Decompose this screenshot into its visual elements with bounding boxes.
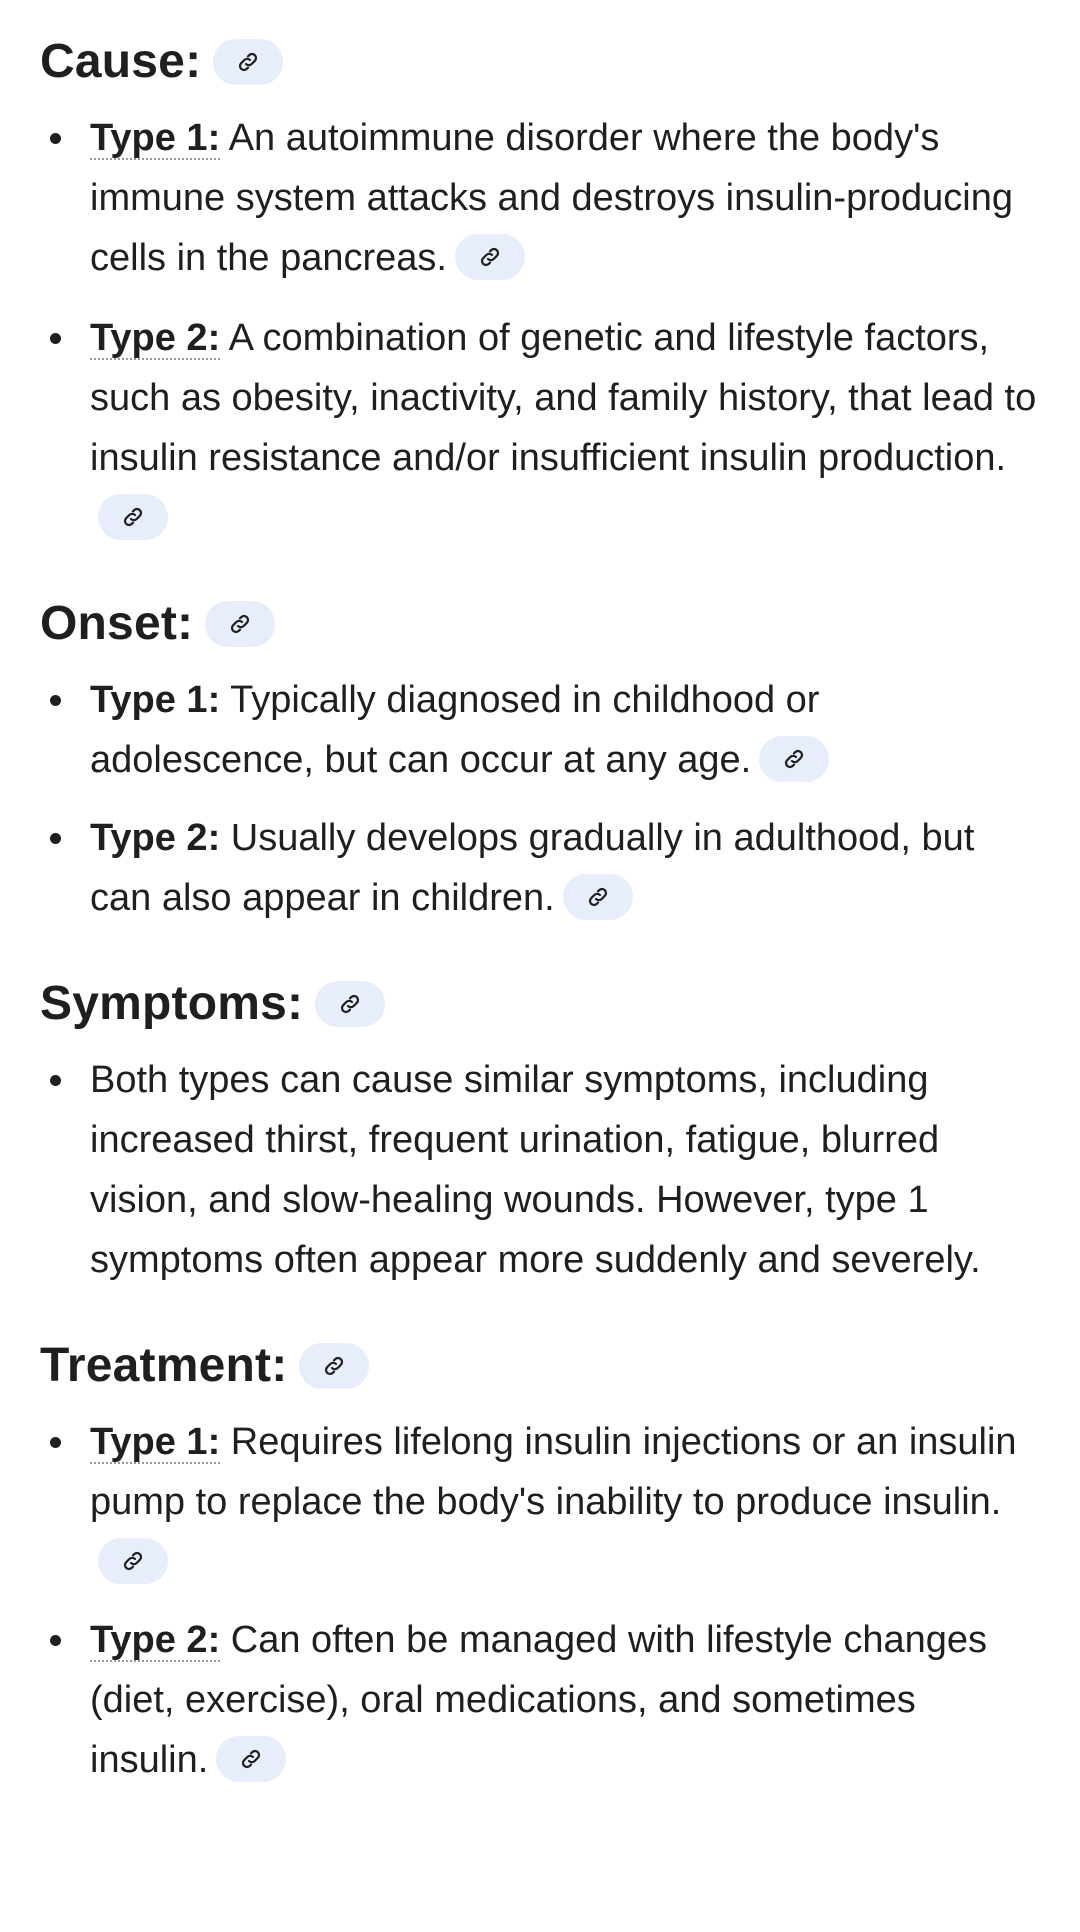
source-link-chip[interactable] (98, 1538, 168, 1584)
link-icon (228, 612, 252, 636)
link-icon (586, 885, 610, 909)
link-icon (236, 50, 260, 74)
item-text: Both types can cause similar symptoms, including increased thirst, frequent urination, fatigue, blurred vision, and slow-healing wounds. However, type 1 symptoms often appear more suddenly and severely. (90, 1059, 981, 1281)
section-treatment (40, 1334, 1040, 1790)
bullet-list (40, 670, 1040, 928)
link-icon (338, 992, 362, 1016)
section-heading-text: Onset: (40, 597, 194, 650)
item-text: Typically diagnosed in childhood or adolescence, but can occur at any age. (90, 679, 820, 781)
link-icon (478, 245, 502, 269)
list-item (40, 1412, 1040, 1592)
bullet-list (40, 1412, 1040, 1790)
list-item (40, 670, 1040, 790)
section-heading-text: Cause: (40, 35, 202, 88)
link-icon (322, 1354, 346, 1378)
section-heading (40, 972, 1040, 1036)
section-heading (40, 1334, 1040, 1398)
item-text: An autoimmune disorder where the body's immune system attacks and destroys insulin-producing cells in the pancreas. (90, 117, 1013, 279)
source-link-chip[interactable] (315, 981, 385, 1027)
section-heading (40, 30, 1040, 94)
item-text: Requires lifelong insulin injections or an insulin pump to replace the body's inability to produce insulin. (90, 1421, 1017, 1523)
item-label: Type 1: (90, 679, 221, 721)
source-link-chip[interactable] (205, 601, 275, 647)
source-link-chip[interactable] (299, 1343, 369, 1389)
link-icon (121, 505, 145, 529)
section-heading (40, 592, 1040, 656)
list-item (40, 1050, 1040, 1290)
section-heading-text: Symptoms: (40, 977, 304, 1030)
source-link-chip[interactable] (455, 234, 525, 280)
link-icon (239, 1747, 263, 1771)
item-text: Can often be managed with lifestyle changes (diet, exercise), oral medications, and sometimes insulin. (90, 1619, 988, 1781)
item-text: A combination of genetic and lifestyle factors, such as obesity, inactivity, and family history, that lead to insulin resistance and/or insufficient insulin production. (90, 317, 1037, 479)
bullet-list (40, 1050, 1040, 1290)
section-cause (40, 30, 1040, 548)
source-link-chip[interactable] (98, 494, 168, 540)
source-link-chip[interactable] (213, 39, 283, 85)
list-item (40, 808, 1040, 928)
section-heading-text: Treatment: (40, 1339, 288, 1392)
item-label[interactable]: Type 2: (90, 1619, 221, 1661)
item-label[interactable]: Type 2: (90, 317, 221, 359)
item-text: Usually develops gradually in adulthood, but can also appear in children. (90, 817, 975, 919)
item-label[interactable]: Type 1: (90, 1421, 221, 1463)
item-label[interactable]: Type 1: (90, 117, 221, 159)
list-item (40, 108, 1040, 288)
source-link-chip[interactable] (759, 736, 829, 782)
source-link-chip[interactable] (216, 1736, 286, 1782)
source-link-chip[interactable] (563, 874, 633, 920)
list-item (40, 1610, 1040, 1790)
item-label: Type 2: (90, 817, 221, 859)
list-item (40, 308, 1040, 548)
section-onset (40, 592, 1040, 928)
link-icon (782, 747, 806, 771)
link-icon (121, 1549, 145, 1573)
section-symptoms (40, 972, 1040, 1290)
bullet-list (40, 108, 1040, 548)
